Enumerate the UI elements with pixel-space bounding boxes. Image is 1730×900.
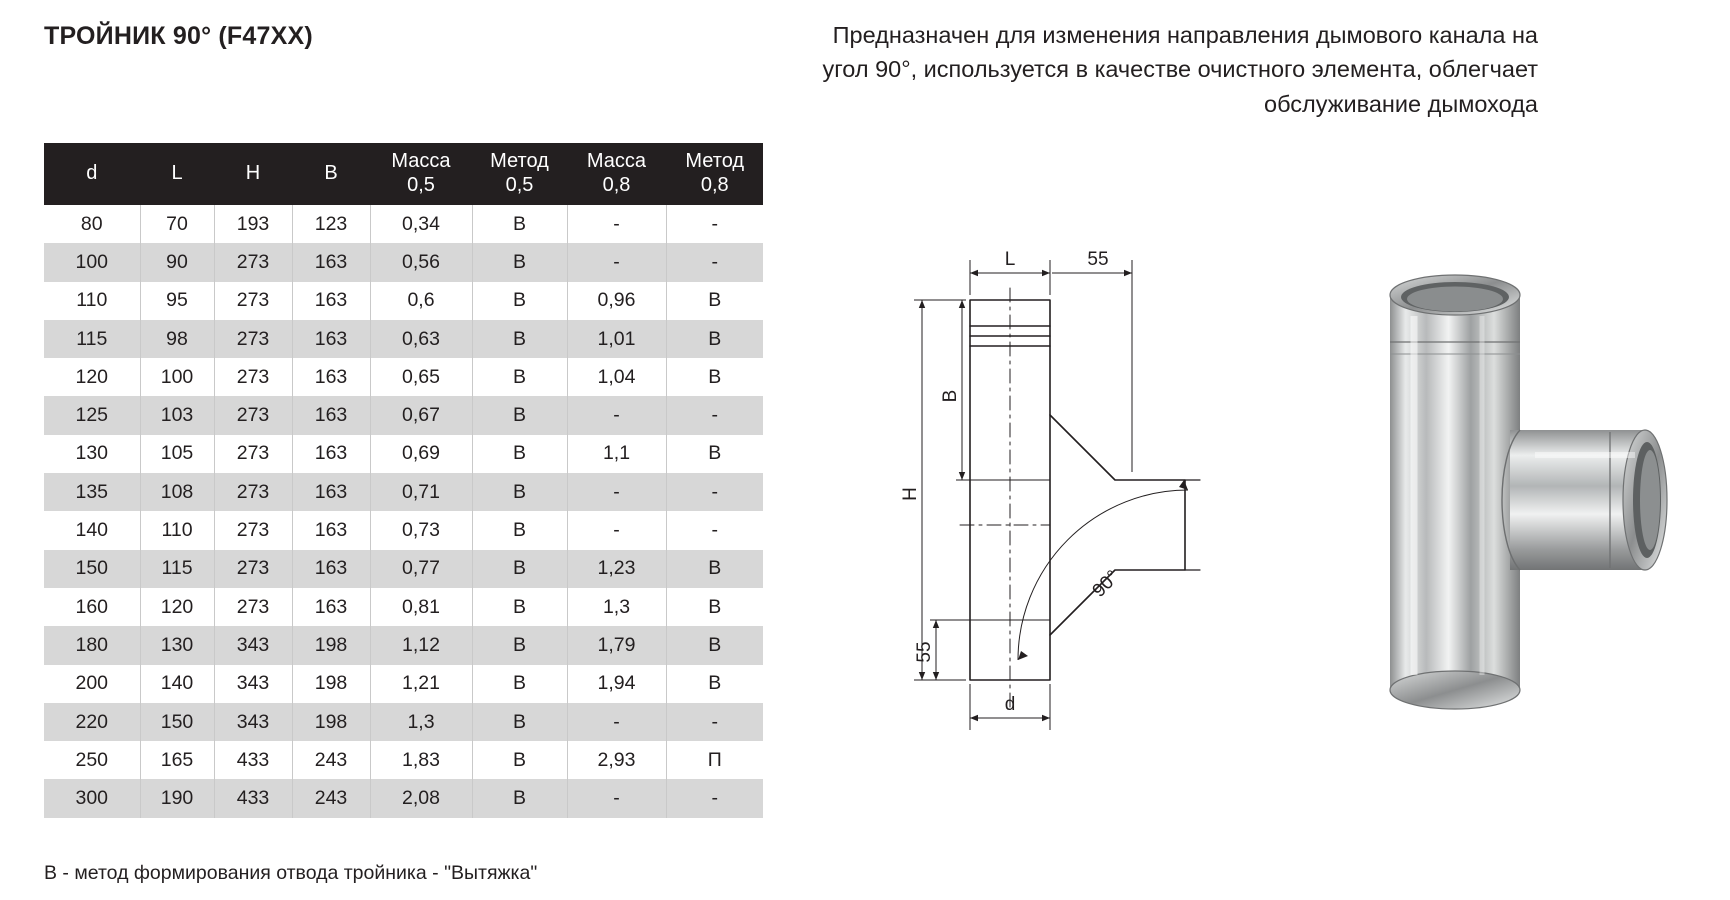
arrow-55-bottom-top <box>933 620 939 628</box>
cell-B: 123 <box>292 205 370 243</box>
cell-H: 273 <box>214 588 292 626</box>
cell-d: 180 <box>44 626 140 664</box>
cell-H: 273 <box>214 473 292 511</box>
cell-method-05: В <box>472 396 567 434</box>
column-header-H-line1: H <box>245 162 261 185</box>
cell-method-05: В <box>472 779 567 817</box>
cell-method-08: В <box>666 282 763 320</box>
cell-mass-05: 0,71 <box>370 473 472 511</box>
dim-label-angle: 90° <box>1088 566 1124 602</box>
cell-mass-08: - <box>567 473 666 511</box>
cell-d: 250 <box>44 741 140 779</box>
cell-H: 273 <box>214 358 292 396</box>
cell-method-08: В <box>666 358 763 396</box>
column-header-L <box>140 143 214 205</box>
cell-B: 163 <box>292 396 370 434</box>
cell-method-05: В <box>472 588 567 626</box>
cell-d: 220 <box>44 703 140 741</box>
cell-d: 160 <box>44 588 140 626</box>
table-row <box>44 550 763 588</box>
cell-B: 243 <box>292 741 370 779</box>
column-header-method-05 <box>472 143 567 205</box>
technical-drawing <box>900 240 1420 760</box>
column-header-mass-05-line1: Масса <box>391 150 451 173</box>
spec-table-container <box>44 143 763 818</box>
arrow-L-right <box>1042 270 1050 276</box>
cell-H: 273 <box>214 435 292 473</box>
arrow-L-left <box>970 270 978 276</box>
column-header-mass-05-line2: 0,5 <box>407 174 435 196</box>
cell-H: 343 <box>214 626 292 664</box>
dim-label-d: d <box>1004 694 1016 715</box>
table-row <box>44 396 763 434</box>
cell-mass-05: 0,6 <box>370 282 472 320</box>
cell-method-08: - <box>666 205 763 243</box>
cell-B: 243 <box>292 779 370 817</box>
cell-method-08: П <box>666 741 763 779</box>
cell-mass-08: 1,94 <box>567 665 666 703</box>
table-header-row <box>44 143 763 205</box>
cell-method-08: - <box>666 396 763 434</box>
table-row <box>44 779 763 817</box>
cell-H: 273 <box>214 550 292 588</box>
table-row <box>44 626 763 664</box>
table-row <box>44 320 763 358</box>
cell-B: 163 <box>292 243 370 281</box>
column-header-method-05-line1: Метод <box>490 150 549 173</box>
cell-mass-05: 0,56 <box>370 243 472 281</box>
cell-mass-05: 1,12 <box>370 626 472 664</box>
cell-H: 273 <box>214 320 292 358</box>
cell-B: 163 <box>292 435 370 473</box>
cell-B: 198 <box>292 626 370 664</box>
column-header-method-08 <box>666 143 763 205</box>
arrow-B-top <box>959 300 965 308</box>
cell-mass-05: 0,77 <box>370 550 472 588</box>
cell-d: 140 <box>44 511 140 549</box>
cell-L: 105 <box>140 435 214 473</box>
branch-outline <box>1050 415 1185 635</box>
table-row <box>44 665 763 703</box>
column-header-mass-05 <box>370 143 472 205</box>
table-row <box>44 205 763 243</box>
arrow-H-top <box>919 300 925 308</box>
cell-method-08: В <box>666 550 763 588</box>
cell-d: 200 <box>44 665 140 703</box>
cell-d: 300 <box>44 779 140 817</box>
cell-d: 150 <box>44 550 140 588</box>
page-title: ТРОЙНИК 90° (F47XX) <box>44 22 313 50</box>
cell-method-08: - <box>666 511 763 549</box>
arrow-B-bottom <box>959 472 965 480</box>
cell-H: 273 <box>214 511 292 549</box>
cell-L: 110 <box>140 511 214 549</box>
cell-method-05: В <box>472 626 567 664</box>
dim-label-B: B <box>940 389 961 403</box>
column-header-method-05-line2: 0,5 <box>505 174 534 196</box>
cell-mass-08: - <box>567 779 666 817</box>
column-header-H <box>214 143 292 205</box>
cell-method-08: В <box>666 588 763 626</box>
cell-L: 90 <box>140 243 214 281</box>
cell-L: 95 <box>140 282 214 320</box>
cell-d: 80 <box>44 205 140 243</box>
column-header-mass-08-line1: Масса <box>586 150 647 173</box>
table-row <box>44 435 763 473</box>
dim-label-H: H <box>900 487 921 501</box>
dim-label-top-offset: 55 <box>1087 249 1109 270</box>
table-row <box>44 741 763 779</box>
dim-label-bottom-offset: 55 <box>914 641 935 663</box>
cell-B: 163 <box>292 473 370 511</box>
table-row <box>44 511 763 549</box>
cell-mass-08: 1,01 <box>567 320 666 358</box>
cell-H: 273 <box>214 282 292 320</box>
cell-method-08: В <box>666 626 763 664</box>
cell-L: 98 <box>140 320 214 358</box>
cell-method-05: В <box>472 511 567 549</box>
cell-mass-08: 0,96 <box>567 282 666 320</box>
cell-method-05: В <box>472 741 567 779</box>
dim-label-L: L <box>1004 249 1016 270</box>
photo-branch-bore-inner <box>1640 450 1660 550</box>
cell-B: 163 <box>292 320 370 358</box>
arrow-d-right <box>1042 715 1050 721</box>
cell-mass-08: 1,3 <box>567 588 666 626</box>
cell-method-05: В <box>472 473 567 511</box>
cell-d: 130 <box>44 435 140 473</box>
cell-mass-05: 1,3 <box>370 703 472 741</box>
table-row <box>44 473 763 511</box>
cell-L: 100 <box>140 358 214 396</box>
cell-method-08: - <box>666 243 763 281</box>
cell-d: 100 <box>44 243 140 281</box>
photo-top-bore-inner <box>1407 287 1503 312</box>
table-row <box>44 703 763 741</box>
cell-mass-05: 1,83 <box>370 741 472 779</box>
cell-d: 125 <box>44 396 140 434</box>
cell-method-05: В <box>472 320 567 358</box>
spec-table <box>44 143 763 818</box>
cell-method-05: В <box>472 243 567 281</box>
column-header-L-line1: L <box>171 162 183 185</box>
cell-mass-05: 1,21 <box>370 665 472 703</box>
cell-H: 343 <box>214 665 292 703</box>
table-footnote: В - метод формирования отвода тройника - "Вытяжка" <box>44 862 538 884</box>
cell-B: 163 <box>292 358 370 396</box>
cell-B: 198 <box>292 703 370 741</box>
cell-method-05: В <box>472 703 567 741</box>
cell-mass-08: 1,23 <box>567 550 666 588</box>
cell-method-05: В <box>472 358 567 396</box>
cell-B: 198 <box>292 665 370 703</box>
cell-d: 110 <box>44 282 140 320</box>
cell-d: 115 <box>44 320 140 358</box>
arrow-d-left <box>970 715 978 721</box>
cell-L: 108 <box>140 473 214 511</box>
cell-mass-05: 0,34 <box>370 205 472 243</box>
cell-B: 163 <box>292 550 370 588</box>
cell-method-08: - <box>666 779 763 817</box>
cell-B: 163 <box>292 282 370 320</box>
cell-mass-08: 2,93 <box>567 741 666 779</box>
column-header-method-08-line2: 0,8 <box>700 174 729 196</box>
product-photo <box>1370 250 1700 720</box>
table-row <box>44 588 763 626</box>
cell-method-08: В <box>666 435 763 473</box>
product-description: Предназначен для изменения направления дымового канала на угол 90°, используется в качестве очистного элемента, облегчает обслуживание дымохода <box>822 22 1538 117</box>
cell-method-08: В <box>666 320 763 358</box>
cell-mass-05: 0,73 <box>370 511 472 549</box>
cell-L: 140 <box>140 665 214 703</box>
cell-mass-05: 0,67 <box>370 396 472 434</box>
cell-mass-08: - <box>567 243 666 281</box>
cell-method-05: В <box>472 550 567 588</box>
table-row <box>44 243 763 281</box>
column-header-B <box>292 143 370 205</box>
cell-mass-05: 0,69 <box>370 435 472 473</box>
cell-mass-08: 1,04 <box>567 358 666 396</box>
column-header-B-line1: B <box>324 162 338 185</box>
cell-mass-08: - <box>567 703 666 741</box>
arrow-H-bottom <box>919 672 925 680</box>
arrow-angle-end <box>1179 480 1188 490</box>
cell-mass-08: 1,79 <box>567 626 666 664</box>
cell-H: 433 <box>214 741 292 779</box>
cell-method-05: В <box>472 665 567 703</box>
cell-mass-08: - <box>567 511 666 549</box>
cell-H: 193 <box>214 205 292 243</box>
arrow-angle-start <box>1018 651 1028 660</box>
column-header-mass-08 <box>567 143 666 205</box>
cell-L: 130 <box>140 626 214 664</box>
cell-method-05: В <box>472 205 567 243</box>
column-header-mass-08-line2: 0,8 <box>602 174 631 196</box>
photo-bottom-rim <box>1390 671 1520 709</box>
cell-mass-05: 0,65 <box>370 358 472 396</box>
arrow-55-top-right <box>1124 270 1132 276</box>
column-header-method-08-line1: Метод <box>685 150 745 173</box>
cell-L: 120 <box>140 588 214 626</box>
cell-L: 115 <box>140 550 214 588</box>
arrow-55-bottom-bottom <box>933 672 939 680</box>
table-body <box>44 205 763 818</box>
cell-d: 120 <box>44 358 140 396</box>
cell-mass-05: 0,63 <box>370 320 472 358</box>
column-header-d <box>44 143 140 205</box>
cell-method-08: - <box>666 703 763 741</box>
cell-H: 433 <box>214 779 292 817</box>
cell-method-05: В <box>472 435 567 473</box>
cell-mass-08: - <box>567 205 666 243</box>
cell-L: 165 <box>140 741 214 779</box>
cell-mass-08: - <box>567 396 666 434</box>
cell-L: 190 <box>140 779 214 817</box>
cell-B: 163 <box>292 588 370 626</box>
cell-mass-05: 2,08 <box>370 779 472 817</box>
cell-mass-08: 1,1 <box>567 435 666 473</box>
column-header-d-line1: d <box>86 162 98 185</box>
table-row <box>44 282 763 320</box>
cell-L: 150 <box>140 703 214 741</box>
cell-method-08: В <box>666 665 763 703</box>
cell-L: 70 <box>140 205 214 243</box>
branch-end-face <box>1185 480 1200 570</box>
cell-mass-05: 0,81 <box>370 588 472 626</box>
cell-d: 135 <box>44 473 140 511</box>
cell-H: 273 <box>214 243 292 281</box>
cell-H: 273 <box>214 396 292 434</box>
cell-L: 103 <box>140 396 214 434</box>
table-row <box>44 358 763 396</box>
cell-H: 343 <box>214 703 292 741</box>
cell-method-08: - <box>666 473 763 511</box>
cell-method-05: В <box>472 282 567 320</box>
cell-B: 163 <box>292 511 370 549</box>
